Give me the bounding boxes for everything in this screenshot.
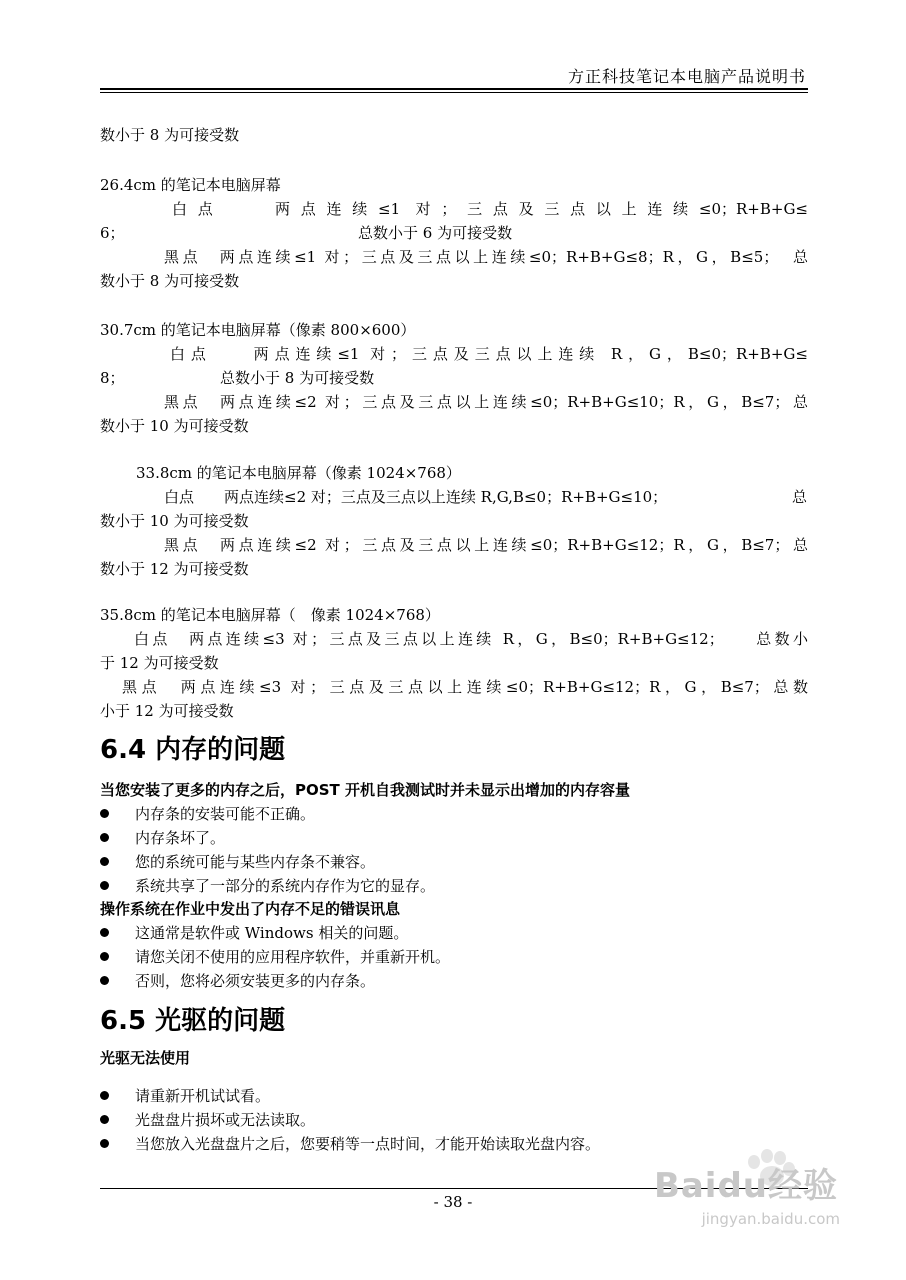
header-rule-thin [100,92,808,93]
text-line: 黑点 两点连续≤2 对；三点及三点以上连续≤0；R+B+G≤10；R，G，B≤7；总 [164,393,808,411]
subsection-title-35-8cm: 35.8cm 的笔记本电脑屏幕（ 像素 1024×768） [100,606,440,624]
bullet-icon [100,881,109,890]
bullet-icon [100,928,109,937]
text-line: 小于 12 为可接受数 [100,702,234,720]
bullet-icon [100,976,109,985]
watermark-logo: Baidu经验 [653,1166,838,1206]
text-line: 数小于 8 为可接受数 [100,126,240,144]
list-item: 系统共享了一部分的系统内存作为它的显存。 [100,874,435,898]
subheading-out-of-memory: 操作系统在作业中发出了内存不足的错误讯息 [100,900,401,918]
list-item: 请重新开机试试看。 [100,1084,270,1108]
list-item: 内存条的安装可能不正确。 [100,802,315,826]
text-line: 总 [792,488,808,506]
bullet-icon [100,833,109,842]
bullet-icon [100,952,109,961]
text-line: 数小于 10 为可接受数 [100,417,249,435]
bullet-icon [100,857,109,866]
bullet-icon [100,1091,109,1100]
watermark-url: jingyan.baidu.com [701,1210,840,1228]
list-item: 您的系统可能与某些内存条不兼容。 [100,850,375,874]
subsection-title-30-7cm: 30.7cm 的笔记本电脑屏幕（像素 800×600） [100,321,416,339]
list-item: 否则，您将必须安装更多的内存条。 [100,969,375,993]
bullet-icon [100,809,109,818]
list-item: 当您放入光盘盘片之后，您要稍等一点时间，才能开始读取光盘内容。 [100,1132,600,1156]
list-item: 这通常是软件或 Windows 相关的问题。 [100,921,408,945]
subsection-title-33-8cm: 33.8cm 的笔记本电脑屏幕（像素 1024×768） [136,464,461,482]
text-line: 8； [100,369,125,387]
text-line: 白点 两点连续≤1 对；三点及三点以上连续≤0；R+B+G≤ [172,200,808,218]
text-line: 于 12 为可接受数 [100,654,219,672]
list-item: 请您关闭不使用的应用程序软件，并重新开机。 [100,945,450,969]
text-line: 数小于 12 为可接受数 [100,560,249,578]
text-line: 总数小于 6 为可接受数 [358,224,513,242]
page-number: - 38 - [433,1193,473,1211]
bullet-icon [100,1139,109,1148]
text-line: 6； [100,224,125,242]
text-line: 白点 两点连续≤2 对；三点及三点以上连续 R,G,B≤0；R+B+G≤10； [164,488,668,506]
text-line: 白点 两点连续≤1 对；三点及三点以上连续 R，G，B≤0；R+B+G≤ [170,345,808,363]
text-line: 黑点 两点连续≤3 对；三点及三点以上连续≤0；R+B+G≤12；R，G，B≤7；总数 [122,678,808,696]
list-item: 光盘盘片损坏或无法读取。 [100,1108,315,1132]
text-line: 黑点 两点连续≤2 对；三点及三点以上连续≤0；R+B+G≤12；R，G，B≤7；总 [164,536,808,554]
header-title: 方正科技笔记本电脑产品说明书 [567,67,806,86]
text-line: 数小于 10 为可接受数 [100,512,249,530]
text-line: 黑点 两点连续≤1 对；三点及三点以上连续≤0；R+B+G≤8；R，G，B≤5； 总 [164,248,808,266]
header-rule [100,88,808,90]
text-line: 数小于 8 为可接受数 [100,272,240,290]
section-heading-6-5: 6.5 光驱的问题 [100,1006,286,1036]
bullet-icon [100,1115,109,1124]
subheading-optical-drive-unusable: 光驱无法使用 [100,1049,191,1067]
section-heading-6-4: 6.4 内存的问题 [100,735,286,765]
text-line: 总数小于 8 为可接受数 [220,369,375,387]
subsection-title-26-4cm: 26.4cm 的笔记本电脑屏幕 [100,176,281,194]
subheading-memory-not-detected: 当您安装了更多的内存之后，POST 开机自我测试时并未显示出增加的内存容量 [100,781,631,799]
list-item: 内存条坏了。 [100,826,225,850]
text-line: 白点 两点连续≤3 对；三点及三点以上连续 R，G，B≤0；R+B+G≤12； 总数小 [134,630,808,648]
